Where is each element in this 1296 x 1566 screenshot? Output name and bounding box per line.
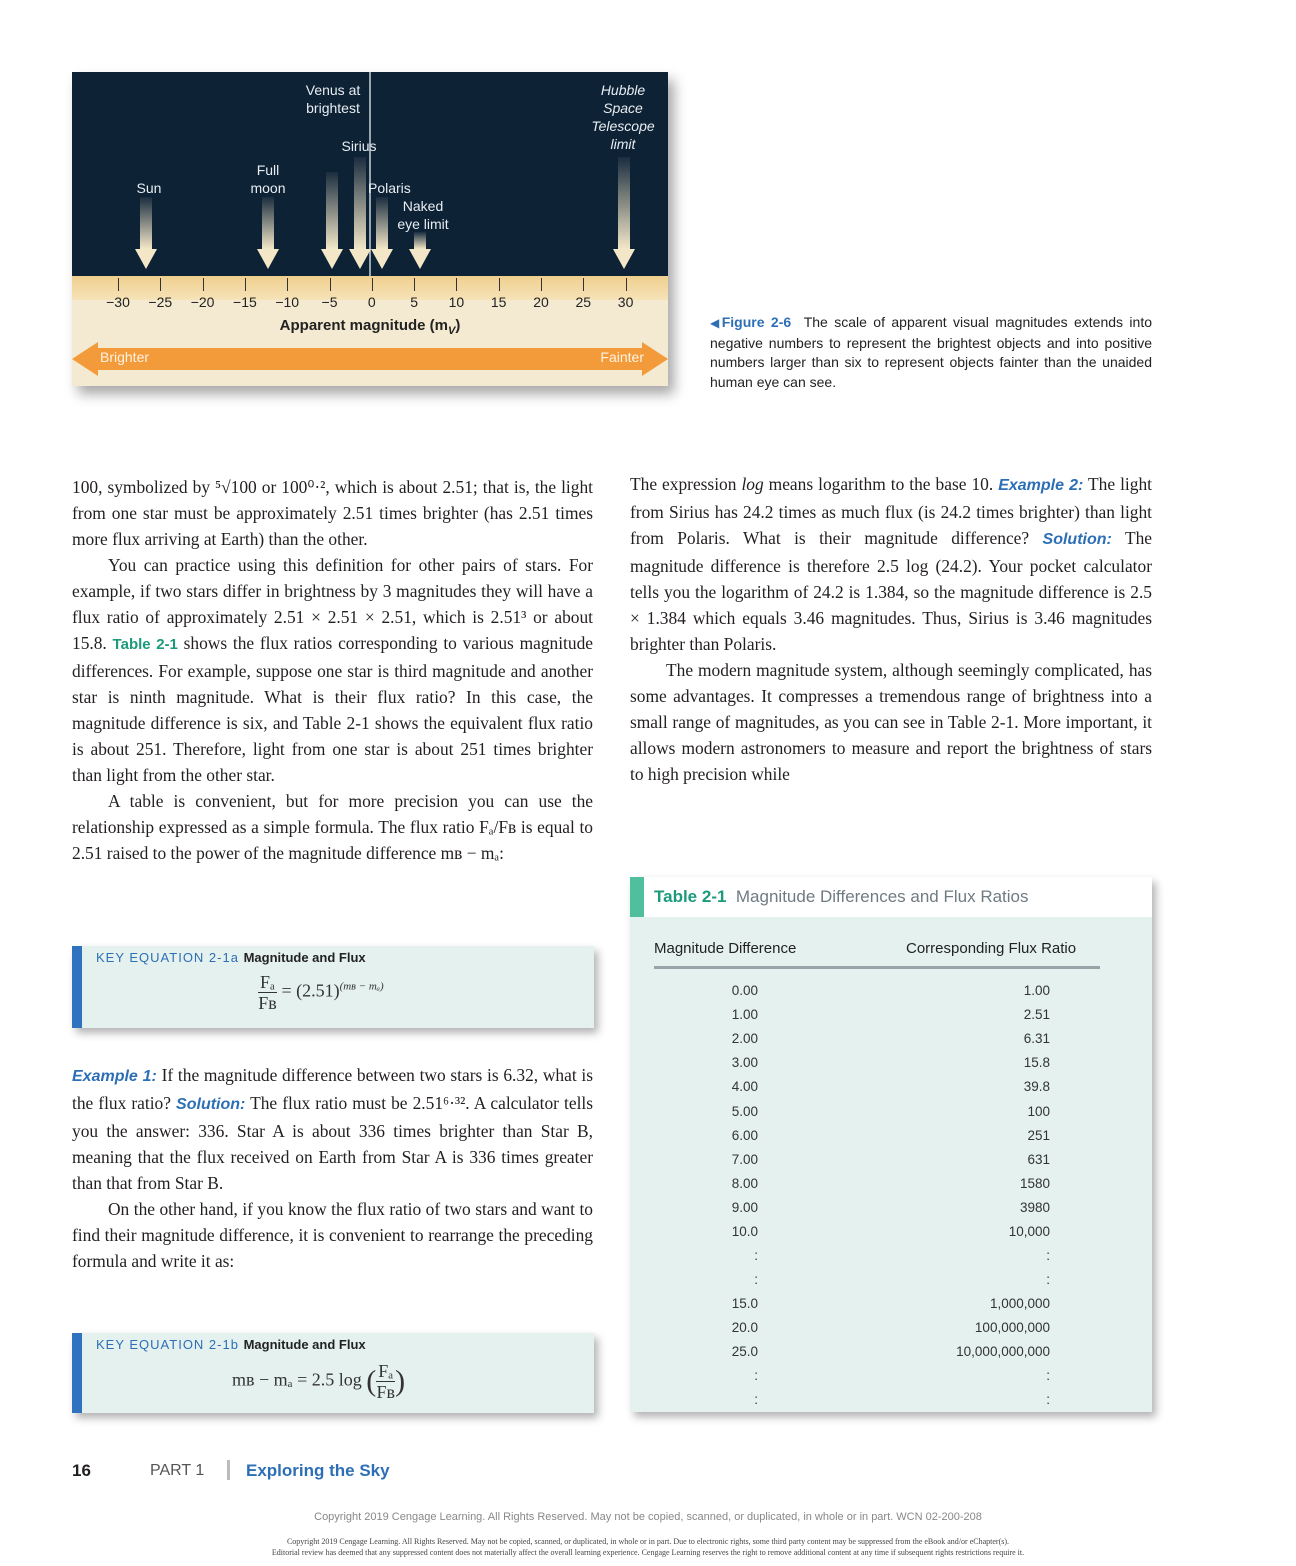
table-cell-magnitude: 9.00 bbox=[731, 1200, 758, 1215]
table-cell-magnitude: 25.0 bbox=[731, 1344, 758, 1359]
label-sirius: Sirius bbox=[341, 138, 377, 154]
table-cell-magnitude: 1.00 bbox=[731, 1007, 758, 1022]
label-venus: Venus at brightest bbox=[305, 82, 361, 116]
tick-label: −5 bbox=[321, 294, 338, 310]
table-cell-flux: 1,000,000 bbox=[989, 1296, 1050, 1311]
table-cell-magnitude: : bbox=[754, 1272, 758, 1287]
paragraph: On the other hand, if you know the flux ratio of two stars and want to find their magnitude difference, it is convenient to rearrange the preceding formula and write it as: bbox=[72, 1199, 593, 1271]
label-hubble: Hubble Space Telescope limit bbox=[591, 82, 655, 152]
table-cell-magnitude: 0.00 bbox=[731, 983, 758, 998]
tick-mark bbox=[499, 278, 500, 291]
page-number: 16 bbox=[72, 1461, 91, 1480]
table-cell-magnitude: 2.00 bbox=[731, 1031, 758, 1046]
table-cell-flux: 1.00 bbox=[1023, 983, 1050, 998]
copyright-line: Copyright 2019 Cengage Learning. All Rights Reserved. May not be copied, scanned, or duplicated, in whole or in part. WCN 02-200-208 bbox=[314, 1511, 982, 1523]
table-cell-flux: : bbox=[1046, 1392, 1050, 1407]
caption-label: Figure 2-6 bbox=[721, 314, 792, 330]
brighter-label: Brighter bbox=[100, 349, 150, 365]
table-cell-magnitude: 10.0 bbox=[731, 1224, 758, 1239]
table-cell-flux: 10,000,000,000 bbox=[956, 1344, 1050, 1359]
axis-title: Apparent magnitude $(m_V)$ bbox=[279, 317, 461, 337]
key-equation-title: KEY EQUATION 2-1a Magnitude and Flux bbox=[96, 950, 366, 965]
tick-label: −10 bbox=[275, 294, 300, 310]
table-reference-link[interactable]: Table 2-1 bbox=[112, 636, 178, 653]
paragraph: The expression log means logarithm to the base 10. Example 2: The light from Sirius has 24.2 times as much flux (is 24.2 times brighter) than light from Polaris. What is their magnitude difference? Solution: The magnitude difference is therefore 2.5 log (24.2). Your pocket calculator tells you the logarithm of 24.2 is 1.384, so the magnitude difference is 2.5 × 1.384 which equals 3.46 magnitudes. Thus, Sirius is 3.46 magnitudes brighter than Polaris. bbox=[630, 474, 1152, 654]
full-moon-arrow bbox=[262, 197, 274, 269]
paragraph: 100, symbolized by ⁵√100 or 100⁰·², which is about 2.51; that is, the light from one star must be approximately 2.51 times brighter (has 2.51 times more flux arriving at Earth) than the other. bbox=[72, 477, 593, 549]
table-cell-flux: 10,000 bbox=[1008, 1224, 1050, 1239]
paragraph: Example 1: If the magnitude difference between two stars is 6.32, what is the flux ratio? Solution: The flux ratio must be 2.51⁶·³². A calculator tells you the answer: 336. Star A is about 336 times brighter than Star B, meaning that the flux received on Earth from Star A is 336 times greater than that from Star B. bbox=[72, 1065, 594, 1193]
column-header-magnitude: Magnitude Difference bbox=[654, 940, 797, 957]
brightness-direction-arrow bbox=[72, 342, 668, 376]
table-cell-flux: : bbox=[1046, 1272, 1050, 1287]
table-cell-flux: : bbox=[1046, 1248, 1050, 1263]
tick-label: −30 bbox=[106, 294, 130, 310]
table-header bbox=[630, 877, 1152, 917]
label-naked-eye: Naked eye limit bbox=[397, 198, 449, 232]
caption-text: The scale of apparent visual magnitudes extends into negative numbers to represent the brightest objects and into positive numbers larger than six to represent objects fainter than the unaided human eye can see. bbox=[710, 314, 1152, 390]
table-cell-flux: 1580 bbox=[1019, 1176, 1050, 1191]
tick-label: 0 bbox=[367, 294, 376, 310]
caption-triangle-icon: ◀ bbox=[710, 316, 722, 330]
sirius-arrow bbox=[354, 157, 366, 269]
tick-mark bbox=[414, 278, 415, 291]
tick-mark bbox=[372, 278, 373, 291]
table-cell-flux: : bbox=[1046, 1368, 1050, 1383]
table-cell-flux: 251 bbox=[1027, 1128, 1050, 1143]
table-cell-flux: 15.8 bbox=[1023, 1055, 1050, 1070]
equation: $\frac{\text{Fₐ}}{\text{Fʙ}}$ = $(2.51)^{(mʙ - m_a)}$ bbox=[258, 972, 384, 1013]
table-cell-magnitude: 7.00 bbox=[731, 1152, 758, 1167]
table-cell-magnitude: : bbox=[754, 1392, 758, 1407]
table-cell-flux: 631 bbox=[1027, 1152, 1050, 1167]
venus-arrow bbox=[326, 172, 338, 269]
table-cell-magnitude: 8.00 bbox=[731, 1176, 758, 1191]
part-title: Exploring the Sky bbox=[246, 1461, 390, 1480]
copyright-notice: Editorial review has deemed that any suppressed content does not materially affect the overall learning experience. Cengage Learning reserves the right to remove additional content at any time if subsequent rights restrictions require it. bbox=[271, 1548, 1025, 1557]
figure-caption bbox=[710, 313, 1152, 392]
table-cell-flux: 2.51 bbox=[1023, 1007, 1050, 1022]
table-cell-magnitude: 3.00 bbox=[731, 1055, 758, 1070]
table-cell-magnitude: 5.00 bbox=[731, 1104, 758, 1119]
fainter-label: Fainter bbox=[600, 349, 644, 365]
tick-mark bbox=[626, 278, 627, 291]
tick-mark bbox=[456, 278, 457, 291]
label-polaris: Polaris bbox=[368, 180, 411, 196]
tick-label: 20 bbox=[533, 294, 549, 310]
tick-mark bbox=[541, 278, 542, 291]
tick-mark bbox=[118, 278, 119, 291]
naked-eye-arrow bbox=[414, 232, 426, 269]
tick-mark bbox=[203, 278, 204, 291]
table-cell-magnitude: : bbox=[754, 1368, 758, 1383]
table-cell-magnitude: 6.00 bbox=[731, 1128, 758, 1143]
tick-label: −25 bbox=[148, 294, 173, 310]
left-column-bottom bbox=[72, 1062, 593, 1274]
table-cell-flux: 100 bbox=[1027, 1104, 1050, 1119]
table-cell-magnitude: 4.00 bbox=[731, 1079, 758, 1094]
tick-label: 5 bbox=[410, 294, 418, 310]
table-cell-flux: 100,000,000 bbox=[974, 1320, 1050, 1335]
right-column bbox=[630, 471, 1152, 787]
sky-panel bbox=[72, 72, 668, 276]
table-cell-flux: 6.31 bbox=[1023, 1031, 1050, 1046]
tick-mark bbox=[583, 278, 584, 291]
tick-mark bbox=[245, 278, 246, 291]
key-equation-box bbox=[72, 1333, 594, 1413]
paragraph: A table is convenient, but for more precision you can use the relationship expressed as a simple formula. The flux ratio Fₐ/Fʙ is equal to 2.51 raised to the power of the magnitude difference mʙ − mₐ: bbox=[72, 791, 593, 863]
key-equation-title: KEY EQUATION 2-1b Magnitude and Flux bbox=[96, 1337, 366, 1352]
sun-arrow bbox=[140, 197, 152, 269]
tick-mark bbox=[287, 278, 288, 291]
polaris-arrow bbox=[376, 197, 388, 269]
paragraph: You can practice using this definition for other pairs of stars. For example, if two stars differ in brightness by 3 magnitudes they will have a flux ratio of approximately 2.51 × 2.51 × 2.51, which is 2.51³ or about 15.8. Table 2-1 shows the flux ratios corresponding to various magnitude differences. For example, suppose one star is third magnitude and another star is ninth magnitude. What is their flux ratio? In this case, the magnitude difference is six, and Table 2-1 shows the equivalent flux ratio is about 251. Therefore, light from one star is about 251 times brighter than light from the other star. bbox=[72, 555, 593, 785]
table-cell-flux: 3980 bbox=[1019, 1200, 1050, 1215]
hubble-arrow bbox=[618, 157, 630, 269]
zero-line bbox=[369, 72, 371, 276]
footer-separator bbox=[227, 1460, 230, 1480]
table-cell-flux: 39.8 bbox=[1023, 1079, 1050, 1094]
equation: mʙ − mₐ = 2.5 log ( $\frac{\text{Fₐ}}{\text{Fʙ}}$ ) bbox=[232, 1361, 406, 1402]
left-column-top bbox=[72, 474, 593, 866]
label-full-moon: Full moon bbox=[250, 162, 286, 196]
tick-label: −15 bbox=[233, 294, 257, 310]
table-title: Table 2-1 Magnitude Differences and Flux Ratios bbox=[654, 887, 1029, 906]
table-cell-magnitude: 20.0 bbox=[731, 1320, 758, 1335]
copyright-notice: Copyright 2019 Cengage Learning. All Rights Reserved. May not be copied, scanned, or duplicated, in whole or in part. Due to electronic rights, some third party content may be suppressed from the eBook and/or eChapter(s). bbox=[286, 1537, 1010, 1546]
paragraph: The modern magnitude system, although seemingly complicated, has some advantages. It compresses a tremendous range of brightness into a small range of magnitudes, as you can see in Table 2-1. More important, it allows modern astronomers to measure and report the brightness of stars to high precision while bbox=[630, 660, 1152, 784]
tick-label: 30 bbox=[617, 294, 634, 310]
table-cell-magnitude: 15.0 bbox=[731, 1296, 758, 1311]
magnitude-scale-figure bbox=[72, 72, 668, 386]
table-cell-magnitude: : bbox=[754, 1248, 758, 1263]
tick-label: 10 bbox=[448, 294, 465, 310]
key-equation-box bbox=[72, 946, 594, 1028]
tick-label: 15 bbox=[490, 294, 507, 310]
tick-mark bbox=[160, 278, 161, 291]
tick-mark bbox=[330, 278, 331, 291]
label-sun: Sun bbox=[136, 180, 162, 196]
tick-label: −20 bbox=[190, 294, 215, 310]
flux-ratio-table bbox=[630, 877, 1152, 1412]
part-label: PART 1 bbox=[150, 1462, 205, 1479]
column-header-flux: Corresponding Flux Ratio bbox=[906, 940, 1077, 957]
tick-label: 25 bbox=[575, 294, 592, 310]
